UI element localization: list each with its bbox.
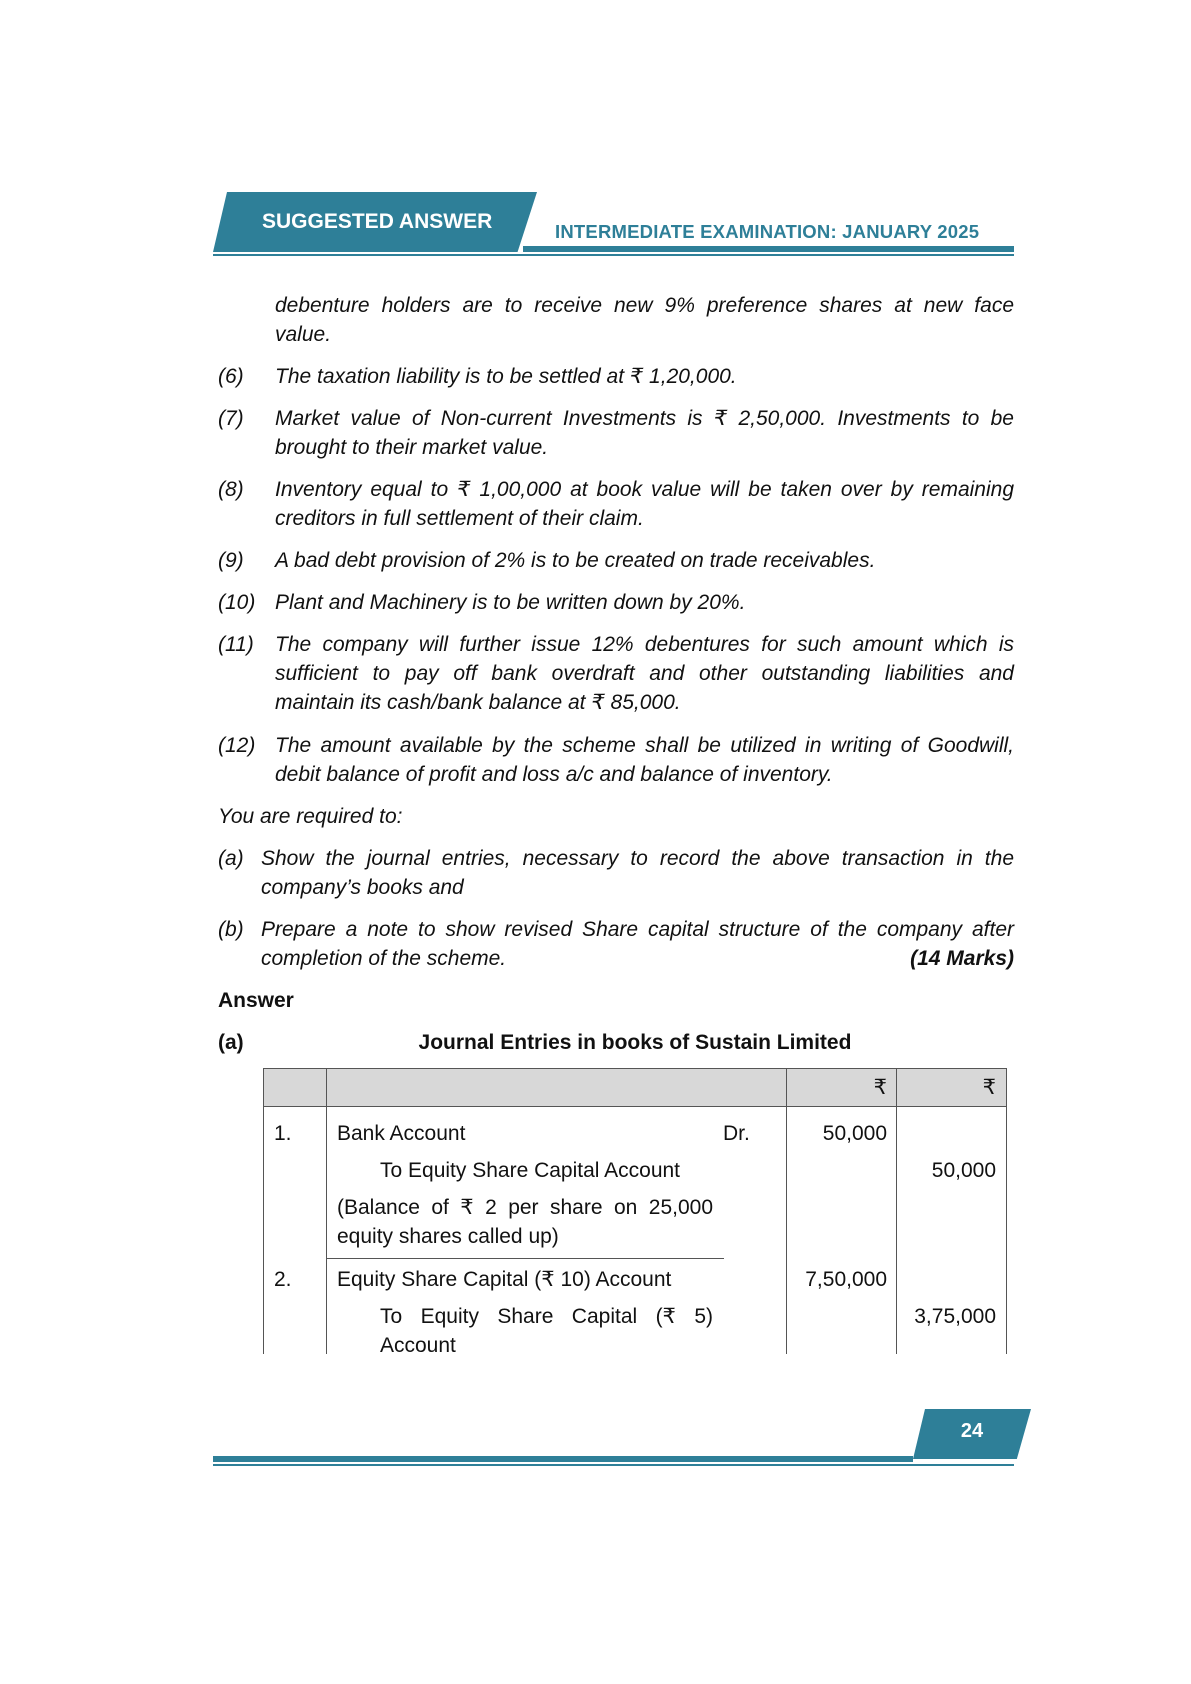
header-rule-thin: [213, 254, 1014, 256]
continuation-line-2: value.: [275, 323, 332, 346]
part-text: company’s books and: [261, 876, 464, 899]
cr-column-header: ₹: [982, 1076, 996, 1099]
marks: (14 Marks): [910, 947, 1014, 970]
narration-rule: [326, 1258, 724, 1259]
credit-amount: 3,75,000: [914, 1305, 996, 1328]
exam-title: INTERMEDIATE EXAMINATION: JANUARY 2025: [555, 221, 980, 242]
header-rule: [523, 246, 1014, 252]
item-text: Inventory equal to ₹ 1,00,000 at book value will be taken over by remaining: [275, 478, 1014, 501]
item-text: The company will further issue 12% debentures for such amount which is: [275, 633, 1014, 656]
part-label: (b): [218, 918, 244, 941]
item-number: (9): [218, 549, 244, 572]
credit-account: To Equity Share Capital Account: [380, 1159, 681, 1182]
item-text: A bad debt provision of 2% is to be created on trade receivables.: [275, 549, 876, 572]
item-number: (11): [218, 633, 254, 656]
table-col-divider: [786, 1068, 787, 1354]
narration: equity shares called up): [337, 1225, 559, 1248]
entry-number: 1.: [274, 1122, 292, 1145]
item-text: The amount available by the scheme shall be utilized in writing of Goodwill,: [275, 734, 1014, 757]
part-text: completion of the scheme.: [261, 947, 507, 970]
answer-part-label: (a): [218, 1031, 244, 1054]
debit-amount: 50,000: [822, 1122, 887, 1145]
answer-heading: Answer: [218, 989, 294, 1012]
table-col-divider: [326, 1068, 327, 1354]
dr-marker: Dr.: [723, 1122, 750, 1145]
part-text: Prepare a note to show revised Share capital structure of the company after: [261, 918, 1014, 941]
debit-amount: 7,50,000: [805, 1268, 887, 1291]
item-number: (10): [218, 591, 256, 614]
dr-column-header: ₹: [873, 1076, 887, 1099]
part-text: Show the journal entries, necessary to record the above transaction in the: [261, 847, 1014, 870]
item-text: creditors in full settlement of their claim.: [275, 507, 644, 530]
entry-number: 2.: [274, 1268, 292, 1291]
journal-table: [263, 1068, 1007, 1357]
item-text: sufficient to pay off bank overdraft and other outstanding liabilities and: [275, 662, 1014, 685]
table-border-left: [263, 1068, 264, 1354]
item-text: Market value of Non-current Investments is ₹ 2,50,000. Investments to be: [275, 407, 1014, 430]
item-number: (12): [218, 734, 256, 757]
continuation-line-1: debenture holders are to receive new 9% preference shares at new face: [275, 294, 1014, 317]
debit-account: Equity Share Capital (₹ 10) Account: [337, 1268, 672, 1291]
debit-account: Bank Account: [337, 1122, 466, 1145]
required-intro: You are required to:: [218, 805, 403, 828]
credit-account: Account: [380, 1334, 456, 1357]
credit-amount: 50,000: [931, 1159, 996, 1182]
item-text: The taxation liability is to be settled at ₹ 1,20,000.: [275, 365, 737, 388]
footer-rule-thin: [213, 1464, 1014, 1466]
item-number: (6): [218, 365, 244, 388]
header-tab-label: SUGGESTED ANSWER: [262, 210, 493, 233]
part-label: (a): [218, 847, 244, 870]
item-text: maintain its cash/bank balance at ₹ 85,000.: [275, 691, 681, 714]
credit-account: To Equity Share Capital (₹ 5): [380, 1305, 713, 1328]
page-number: 24: [960, 1420, 984, 1442]
item-text: brought to their market value.: [275, 436, 549, 459]
item-number: (8): [218, 478, 244, 501]
narration: (Balance of ₹ 2 per share on 25,000: [337, 1196, 713, 1219]
item-text: Plant and Machinery is to be written down by 20%.: [275, 591, 746, 614]
item-number: (7): [218, 407, 244, 430]
item-text: debit balance of profit and loss a/c and balance of inventory.: [275, 763, 833, 786]
footer-rule: [213, 1456, 913, 1462]
table-border-right: [1006, 1068, 1007, 1354]
table-title: Journal Entries in books of Sustain Limited: [418, 1031, 852, 1054]
